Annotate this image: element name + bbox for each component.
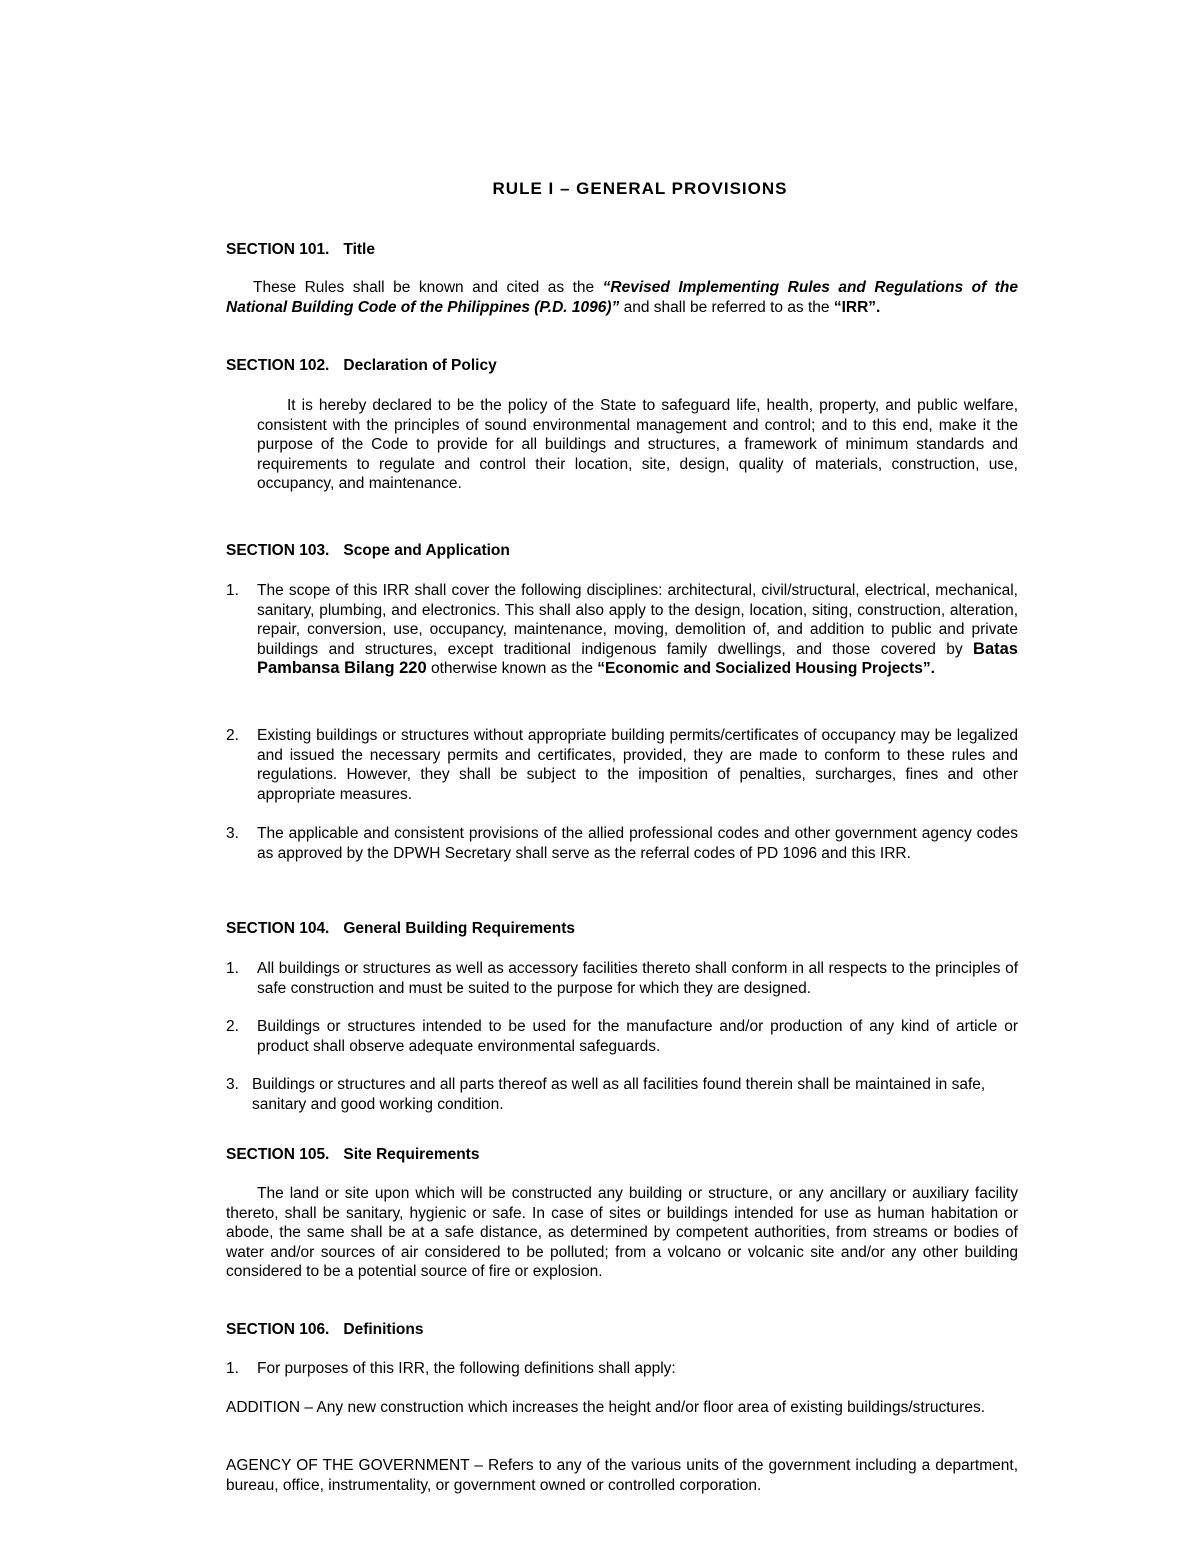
batas-pambansa-reference: Batas Pambansa Bilang 220 (257, 639, 1018, 677)
section-103-title: Scope and Application (343, 542, 510, 559)
section-105-paragraph: The land or site upon which will be constructed any building or structure, or any ancillary or auxiliary facility thereto, shall be sanitary, hygienic or safe. In case of sites or buildings intended for use as human habitation or abode, the same shall be at a safe distance, as determined by competent authorities, from streams or bodies of water and/or sources of air considered to be polluted; from a volcano or volcanic site and/or any other building considered to be a potential source of fire or explosion. (226, 1185, 1018, 1280)
housing-projects-reference: “Economic and Socialized Housing Projects”. (597, 660, 935, 677)
irr-full-title: “Revised Implementing Rules and Regulations of the National Building Code of the Philippines (P.D. 1096)” (226, 279, 1018, 316)
section-102-paragraph: It is hereby declared to be the policy of the State to safeguard life, health, property, and public welfare, consistent with the principles of sound environmental management and control; and to this end, make it the purpose of the Code to provide for all buildings and structures, a framework of minimum standards and requirements to regulate and control their location, site, design, quality of materials, construction, use, occupancy, and maintenance. (257, 397, 1018, 492)
section-101-heading (226, 240, 375, 260)
list-item: 2. Buildings or structures intended to be used for the manufacture and/or production of any kind of article or product shall observe adequate environmental safeguards. (226, 1018, 1018, 1055)
section-104-heading (226, 919, 575, 939)
rule-title: RULE I – GENERAL PROVISIONS (492, 179, 788, 198)
section-102-heading (226, 356, 497, 376)
list-item: 1. All buildings or structures as well as accessory facilities thereto shall conform in all respects to the principles of safe construction and must be suited to the purpose for which they are designed. (226, 960, 1018, 997)
section-104-title: General Building Requirements (343, 920, 576, 937)
definition-agency-of-the-government: AGENCY OF THE GOVERNMENT – Refers to any of the various units of the government including a department, bureau, office, instrumentality, or government owned or controlled corporation. (226, 1457, 1018, 1494)
section-105-heading (226, 1145, 479, 1165)
irr-short-name: “IRR”. (833, 298, 881, 316)
section-104-number: SECTION 104. (226, 920, 330, 937)
section-101-title: Title (343, 241, 375, 258)
list-item: 2. Existing buildings or structures without appropriate building permits/certificates of occupancy may be legalized and issued the necessary permits and certificates, provided, they are made to conform to these rules and regulations. However, they shall be subject to the imposition of penalties, surcharges, fines and other appropriate measures. (226, 727, 1018, 803)
section-102-title: Declaration of Policy (343, 357, 497, 374)
section-101-number: SECTION 101. (226, 241, 330, 258)
definition-addition: ADDITION – Any new construction which increases the height and/or floor area of existing buildings/structures. (226, 1399, 986, 1416)
section-103-number: SECTION 103. (226, 542, 330, 559)
list-item: 1. The scope of this IRR shall cover the following disciplines: architectural, civil/structural, electrical, mechanical, sanitary, plumbing, and electronics. This shall also apply to the design, location, siting, construction, alteration, repair, conversion, use, occupancy, maintenance, moving, demolition of, and addition to public and private buildings and structures, except traditional indigenous family dwellings, and those covered by Batas Pambansa Bilang 220 otherwise known as the “Economic and Socialized Housing Projects”. (226, 582, 1018, 677)
section-105-title: Site Requirements (343, 1146, 480, 1163)
section-103-heading (226, 541, 510, 561)
list-item: 3. Buildings or structures and all parts thereof as well as all facilities found therein shall be maintained in safe, sanitary and good working condition. (226, 1076, 986, 1113)
section-106-title: Definitions (343, 1321, 424, 1338)
section-106-number: SECTION 106. (226, 1321, 330, 1338)
list-item: 1. For purposes of this IRR, the following definitions shall apply: (226, 1360, 676, 1377)
section-101-paragraph: These Rules shall be known and cited as the “Revised Implementing Rules and Regulations of the National Building Code of the Philippines (P.D. 1096)” and shall be referred to as the “IRR”. (226, 279, 1018, 316)
section-102-number: SECTION 102. (226, 357, 330, 374)
section-105-number: SECTION 105. (226, 1146, 330, 1163)
section-106-heading (226, 1320, 423, 1340)
list-item: 3. The applicable and consistent provisions of the allied professional codes and other government agency codes as approved by the DPWH Secretary shall serve as the referral codes of PD 1096 and this IRR. (226, 825, 1018, 862)
